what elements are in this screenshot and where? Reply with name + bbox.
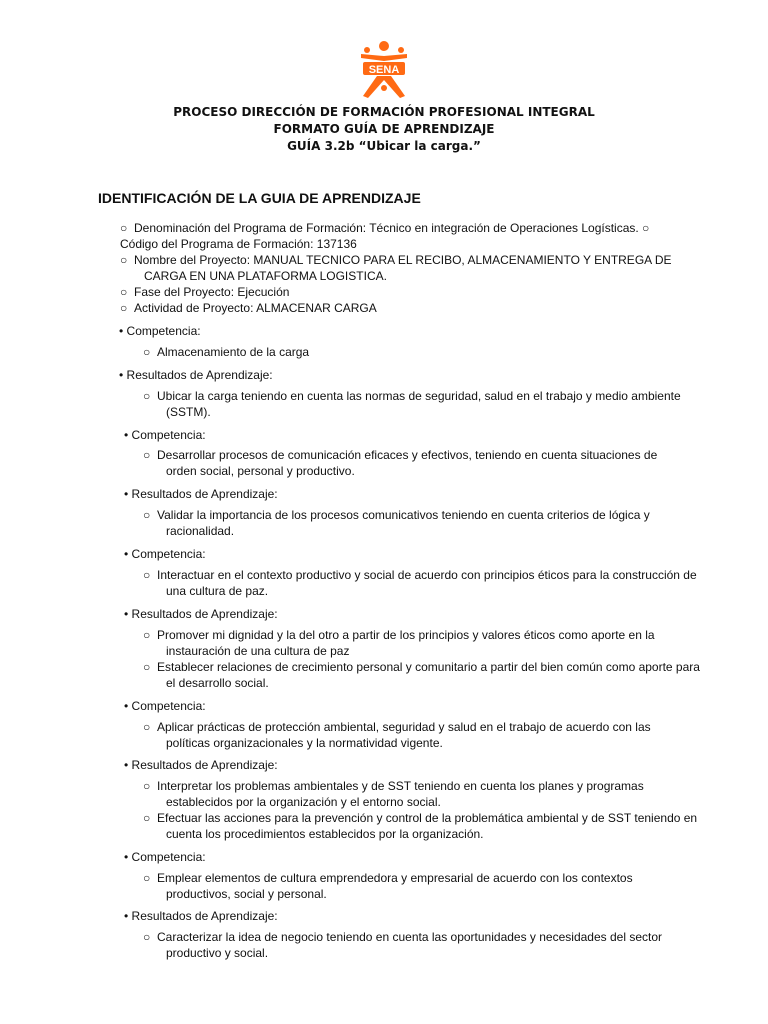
list-item: ○ Interactuar en el contexto productivo y social de acuerdo con principios éticos para la construcción de (143, 568, 697, 582)
header-line-2: FORMATO GUÍA DE APRENDIZAJE (273, 122, 495, 136)
list-item: ○ Aplicar prácticas de protección ambiental, seguridad y salud en el trabajo de acuerdo con las (143, 720, 651, 734)
header-line-3: GUÍA 3.2b “Ubicar la carga.” (287, 139, 481, 153)
sub-bullet-icon: ○ (120, 253, 128, 267)
list-item: ○ Emplear elementos de cultura emprendedora y empresarial de acuerdo con los contextos (143, 871, 633, 885)
list-item: ○ Validar la importancia de los procesos comunicativos teniendo en cuenta criterios de lógica y (143, 508, 650, 522)
list-item-continuation: instauración de una cultura de paz (166, 644, 350, 658)
list-item-continuation: una cultura de paz. (166, 584, 269, 598)
list-item: ○ Denominación del Programa de Formación: Técnico en integración de Operaciones Logísticas. ○ (120, 221, 650, 235)
section-title: IDENTIFICACIÓN DE LA GUIA DE APRENDIZAJE (98, 190, 421, 206)
list-item-continuation: (SSTM). (166, 405, 211, 419)
list-item-continuation: cuenta los procedimientos establecidos por la organización. (166, 827, 484, 841)
list-item: ○ Almacenamiento de la carga (143, 345, 310, 359)
sub-bullet-icon: ○ (143, 628, 151, 642)
list-item: ○ Efectuar las acciones para la prevención y control de la problemática ambiental y de SST teniendo en (143, 811, 698, 825)
list-item-continuation: establecidos por la organización y el entorno social. (166, 795, 441, 809)
sub-bullet-icon: ○ (143, 871, 151, 885)
list-item: ○ Establecer relaciones de crecimiento personal y comunitario a partir del bien común como aporte para (143, 660, 700, 674)
sub-bullet-icon: ○ (143, 779, 151, 793)
list-item-continuation: orden social, personal y productivo. (166, 464, 355, 478)
sub-bullet-icon: ○ (120, 285, 128, 299)
sena-logo (355, 40, 413, 100)
competencia-label: • Competencia: (119, 324, 201, 338)
header-line-1: PROCESO DIRECCIÓN DE FORMACIÓN PROFESIONAL INTEGRAL (173, 105, 595, 119)
competencia-label: • Competencia: (124, 699, 206, 713)
competencia-label: • Competencia: (124, 850, 206, 864)
list-item: ○ Actividad de Proyecto: ALMACENAR CARGA (120, 301, 377, 315)
list-item: ○ Promover mi dignidad y la del otro a partir de los principios y valores éticos como aporte en la (143, 628, 655, 642)
sub-bullet-icon: ○ (143, 345, 151, 359)
list-item-continuation: productivo y social. (166, 946, 269, 960)
competencia-label: • Competencia: (124, 428, 206, 442)
sub-bullet-icon: ○ (143, 568, 151, 582)
resultados-label: • Resultados de Aprendizaje: (124, 758, 278, 772)
resultados-label: • Resultados de Aprendizaje: (124, 487, 278, 501)
resultados-label: • Resultados de Aprendizaje: (124, 909, 278, 923)
sub-bullet-icon: ○ (143, 660, 151, 674)
list-item: ○ Interpretar los problemas ambientales y de SST teniendo en cuenta los planes y programas (143, 779, 644, 793)
list-item: ○ Desarrollar procesos de comunicación eficaces y efectivos, teniendo en cuenta situaciones de (143, 448, 658, 462)
list-item: ○ Ubicar la carga teniendo en cuenta las normas de seguridad, salud en el trabajo y medio ambiente (143, 389, 681, 403)
sub-bullet-icon: ○ (143, 389, 151, 403)
sub-bullet-icon: ○ (143, 448, 151, 462)
competencia-label: • Competencia: (124, 547, 206, 561)
svg-text:SENA: SENA (368, 64, 400, 76)
sub-bullet-icon: ○ (120, 221, 128, 235)
sub-bullet-icon: ○ (143, 930, 151, 944)
list-item-continuation: el desarrollo social. (166, 676, 269, 690)
list-item: ○ Fase del Proyecto: Ejecución (120, 285, 290, 299)
list-item-continuation: racionalidad. (166, 524, 235, 538)
resultados-label: • Resultados de Aprendizaje: (124, 607, 278, 621)
list-item: ○ Caracterizar la idea de negocio teniendo en cuenta las oportunidades y necesidades del sector (143, 930, 662, 944)
sub-bullet-icon: ○ (120, 301, 128, 315)
sub-bullet-icon: ○ (143, 508, 151, 522)
list-item-continuation: políticas organizacionales y la normatividad vigente. (166, 736, 443, 750)
sub-bullet-icon: ○ (143, 720, 151, 734)
document-header (0, 104, 768, 155)
sena-logo-icon (355, 40, 413, 100)
sub-bullet-icon: ○ (143, 811, 151, 825)
list-item-continuation: Código del Programa de Formación: 137136 (120, 237, 357, 251)
list-item: ○ Nombre del Proyecto: MANUAL TECNICO PARA EL RECIBO, ALMACENAMIENTO Y ENTREGA DE (120, 253, 672, 267)
resultados-label: • Resultados de Aprendizaje: (119, 368, 273, 382)
list-item-continuation: productivos, social y personal. (166, 887, 327, 901)
list-item-continuation: CARGA EN UNA PLATAFORMA LOGISTICA. (144, 269, 387, 283)
